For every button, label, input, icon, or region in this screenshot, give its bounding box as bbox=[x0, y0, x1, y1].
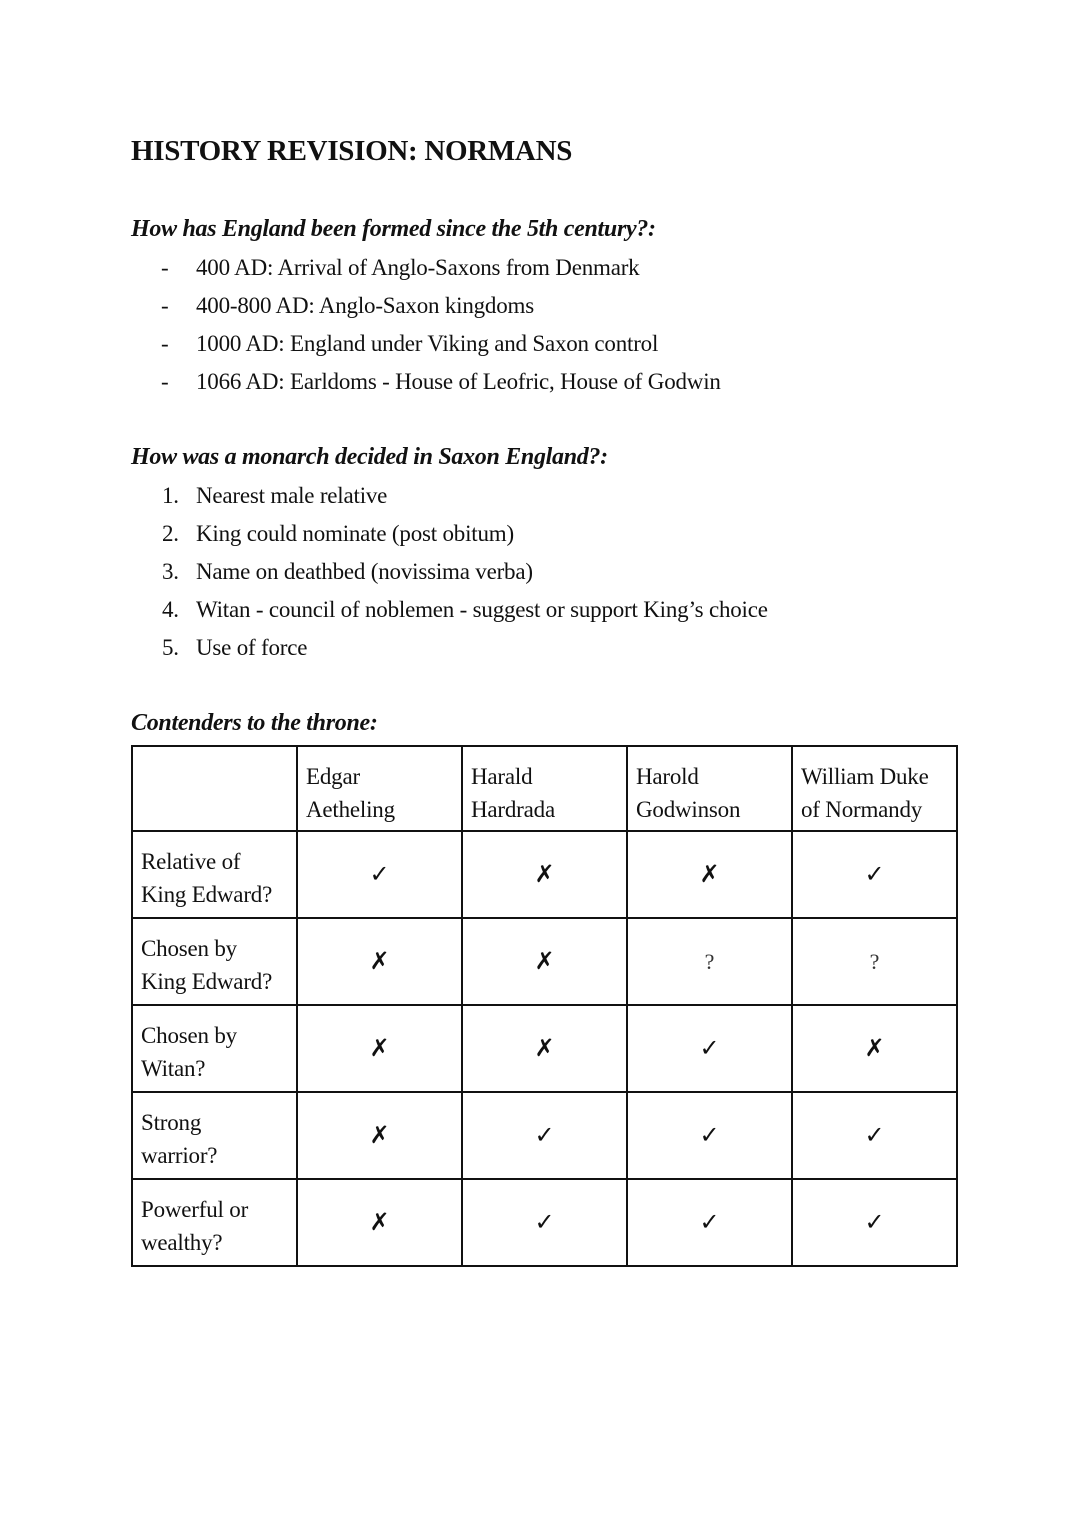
cross-icon: ✗ bbox=[534, 947, 555, 975]
table-cell bbox=[627, 1005, 792, 1092]
table-row bbox=[132, 831, 957, 918]
dash-bullet: - bbox=[161, 369, 169, 394]
check-icon: ✓ bbox=[864, 1121, 885, 1149]
table-cell bbox=[792, 1092, 957, 1179]
question-mark-icon: ? bbox=[704, 948, 715, 974]
list-number: 2. bbox=[162, 521, 179, 546]
row-label-line: King Edward? bbox=[141, 969, 273, 994]
dash-bullet: - bbox=[161, 331, 169, 356]
row-label-cell bbox=[132, 1092, 297, 1179]
header-line: Edgar bbox=[306, 764, 360, 789]
table-cell bbox=[297, 1005, 462, 1092]
table-cell bbox=[627, 831, 792, 918]
table-cell bbox=[462, 1005, 627, 1092]
list-item-text: Witan - council of noblemen - suggest or support King’s choice bbox=[196, 597, 768, 622]
cross-icon: ✗ bbox=[369, 1121, 390, 1149]
list-item-text: 400-800 AD: Anglo-Saxon kingdoms bbox=[196, 293, 534, 318]
column-header-harald bbox=[462, 746, 627, 831]
column-header-edgar bbox=[297, 746, 462, 831]
column-header-harold bbox=[627, 746, 792, 831]
cross-icon: ✗ bbox=[864, 1034, 885, 1062]
list-number: 3. bbox=[162, 559, 179, 584]
check-icon: ✓ bbox=[369, 860, 390, 888]
list-item-text: Nearest male relative bbox=[196, 483, 388, 508]
section-heading-contenders: Contenders to the throne: bbox=[131, 710, 378, 736]
question-mark-icon: ? bbox=[869, 948, 880, 974]
table-cell bbox=[627, 918, 792, 1005]
check-icon: ✓ bbox=[699, 1034, 720, 1062]
cross-icon: ✗ bbox=[369, 947, 390, 975]
row-label-line: Relative of bbox=[141, 849, 241, 874]
header-line: Harold bbox=[636, 764, 699, 789]
row-label-line: warrior? bbox=[141, 1143, 218, 1168]
table-row bbox=[132, 1179, 957, 1266]
list-number: 1. bbox=[162, 483, 179, 508]
dash-bullet: - bbox=[161, 255, 169, 280]
table-cell bbox=[792, 1005, 957, 1092]
cross-icon: ✗ bbox=[534, 1034, 555, 1062]
list-item-text: Name on deathbed (novissima verba) bbox=[196, 559, 533, 584]
column-header-william bbox=[792, 746, 957, 831]
list-item-text: 400 AD: Arrival of Anglo-Saxons from Denmark bbox=[196, 255, 640, 280]
row-label-line: Chosen by bbox=[141, 936, 237, 961]
table-cell bbox=[297, 1179, 462, 1266]
cross-icon: ✗ bbox=[369, 1208, 390, 1236]
table-row bbox=[132, 1092, 957, 1179]
check-icon: ✓ bbox=[699, 1208, 720, 1236]
table-header-row bbox=[132, 746, 957, 831]
list-item-text: King could nominate (post obitum) bbox=[196, 521, 514, 546]
table-row bbox=[132, 1005, 957, 1092]
row-label-line: Witan? bbox=[141, 1056, 206, 1081]
table-cell bbox=[627, 1179, 792, 1266]
table-cell bbox=[462, 1179, 627, 1266]
row-label-cell bbox=[132, 1179, 297, 1266]
table-corner-cell bbox=[132, 746, 297, 831]
table-cell bbox=[297, 1092, 462, 1179]
check-icon: ✓ bbox=[864, 1208, 885, 1236]
header-line: Aetheling bbox=[306, 797, 395, 822]
row-label-cell bbox=[132, 831, 297, 918]
check-icon: ✓ bbox=[864, 860, 885, 888]
section-heading-monarch: How was a monarch decided in Saxon England?: bbox=[131, 444, 608, 470]
row-label-line: Chosen by bbox=[141, 1023, 237, 1048]
page-title: HISTORY REVISION: NORMANS bbox=[131, 135, 573, 167]
table-cell bbox=[792, 831, 957, 918]
table-cell bbox=[627, 1092, 792, 1179]
contenders-table bbox=[131, 745, 958, 1267]
row-label-cell bbox=[132, 918, 297, 1005]
row-label-line: Strong bbox=[141, 1110, 202, 1135]
list-item-text: 1066 AD: Earldoms - House of Leofric, House of Godwin bbox=[196, 369, 721, 394]
header-line: of Normandy bbox=[801, 797, 923, 822]
section-heading-formation: How has England been formed since the 5th century?: bbox=[131, 216, 656, 242]
list-number: 5. bbox=[162, 635, 179, 660]
header-line: William Duke bbox=[801, 764, 929, 789]
table-cell bbox=[462, 831, 627, 918]
header-line: Godwinson bbox=[636, 797, 741, 822]
list-item-text: Use of force bbox=[196, 635, 308, 660]
row-label-cell bbox=[132, 1005, 297, 1092]
cross-icon: ✗ bbox=[534, 860, 555, 888]
dash-bullet: - bbox=[161, 293, 169, 318]
row-label-line: Powerful or bbox=[141, 1197, 249, 1222]
list-item-text: 1000 AD: England under Viking and Saxon control bbox=[196, 331, 659, 356]
table-cell bbox=[297, 831, 462, 918]
table-cell bbox=[462, 918, 627, 1005]
cross-icon: ✗ bbox=[369, 1034, 390, 1062]
check-icon: ✓ bbox=[534, 1208, 555, 1236]
check-icon: ✓ bbox=[699, 1121, 720, 1149]
list-number: 4. bbox=[162, 597, 179, 622]
table-cell bbox=[792, 1179, 957, 1266]
header-line: Hardrada bbox=[471, 797, 555, 822]
table-cell bbox=[792, 918, 957, 1005]
row-label-line: King Edward? bbox=[141, 882, 273, 907]
check-icon: ✓ bbox=[534, 1121, 555, 1149]
table-cell bbox=[297, 918, 462, 1005]
table-row bbox=[132, 918, 957, 1005]
header-line: Harald bbox=[471, 764, 533, 789]
table-cell bbox=[462, 1092, 627, 1179]
row-label-line: wealthy? bbox=[141, 1230, 223, 1255]
cross-icon: ✗ bbox=[699, 860, 720, 888]
